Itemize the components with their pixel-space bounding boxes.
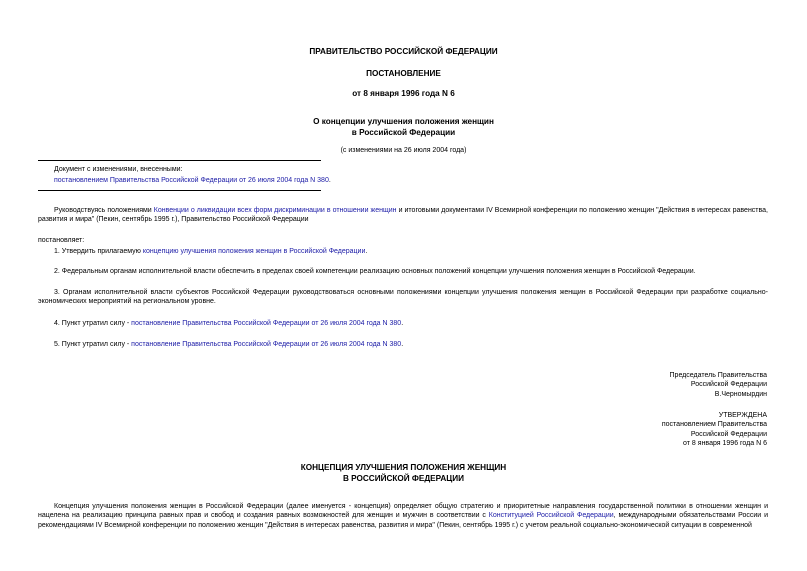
changes-top-rule	[38, 160, 321, 161]
concept-title-line-1: КОНЦЕПЦИЯ УЛУЧШЕНИЯ ПОЛОЖЕНИЯ ЖЕНЩИН	[300, 463, 507, 472]
changes-ref	[54, 176, 331, 185]
item-4-text: 4. Пункт утратил силу -	[54, 320, 132, 327]
approved-line-3: Российской Федерации	[690, 430, 767, 438]
item-4	[38, 319, 768, 328]
item-3: 3. Органам исполнительной власти субъектов Российской Федерации руководствоваться основными положениями концепции улучшения положения женщин в Российской Федерации при разработке социально-экономических мероприятий на региональном уровне.	[38, 289, 768, 306]
resolves-text: постановляет:	[38, 237, 85, 244]
item-1-link[interactable]: концепцию улучшения положения женщин в Российской Федерации	[142, 248, 366, 255]
approved-line-2: постановлением Правительства	[661, 421, 767, 429]
concept-p1-a: Концепция улучшения положения женщин в Российской Федерации (далее именуется - концепция) определяет общую стратегию и приоритетные направления государственной политики в отношении женщин и нацелена на реализацию принципа равных прав и свобод и создания равных возможностей для женщин и мужчин в соответствии с	[38, 503, 768, 520]
constitution-link[interactable]: Конституцией Российской Федерации	[488, 512, 614, 520]
approved-block	[662, 411, 767, 449]
item-1	[38, 247, 768, 256]
date-number-heading: от 8 января 1996 года N 6	[352, 89, 455, 98]
item-4-link[interactable]: постановление Правительства Российской Федерации от 26 июля 2004 года N 380	[131, 320, 402, 327]
convention-link[interactable]: Конвенции о ликвидации всех форм дискриминации в отношении женщин	[153, 207, 397, 214]
government-heading: ПРАВИТЕЛЬСТВО РОССИЙСКОЙ ФЕДЕРАЦИИ	[309, 47, 498, 56]
approved-line-1: УТВЕРЖДЕНА	[718, 412, 767, 419]
preamble-lead: Руководствуясь положениями	[54, 207, 154, 214]
doc-type-heading: ПОСТАНОВЛЕНИЕ	[366, 69, 441, 78]
item-5-text: 5. Пункт утратил силу -	[54, 341, 132, 348]
signature-block	[670, 371, 767, 399]
item-2: 2. Федеральным органам исполнительной власти обеспечить в пределах своей компетенции реализацию основных положений концепции улучшения положения женщин в Российской Федерации.	[54, 268, 696, 275]
concept-title-line-2: В РОССИЙСКОЙ ФЕДЕРАЦИИ	[342, 474, 465, 483]
concept-p1-b: , международными обязательствами России и рекомендациями IV Всемирной конференции по положению женщин "Действия в интересах равенства, развития и мира" (Пекин, сентябрь 1995 г.) с учетом реальной социально-экономической ситуации в современной	[38, 512, 768, 529]
item-4-tail: .	[401, 320, 404, 327]
preamble-rest: и итоговыми документами IV Всемирной конференции по положению женщин "Действия в интересах равенства, развития и мира" (Пекин, сентябрь 1995 г.), Правительство Российской Федерации	[38, 207, 768, 224]
title-line-1: О концепции улучшения положения женщин	[313, 117, 494, 126]
item-5	[38, 340, 768, 349]
changes-tail: .	[328, 177, 331, 184]
item-1-text: 1. Утвердить прилагаемую	[54, 248, 143, 255]
signature-line-3: В.Черномырдин	[714, 390, 767, 398]
signature-line-1: Председатель Правительства	[669, 372, 767, 379]
item-1-tail: .	[365, 248, 368, 255]
amended-note: (с изменениями на 26 июля 2004 года)	[340, 147, 467, 154]
changes-bottom-rule	[38, 190, 321, 191]
item-5-tail: .	[401, 341, 404, 348]
changes-link[interactable]: постановлением Правительства Российской Федерации от 26 июля 2004 года N 380	[54, 177, 329, 184]
preamble-paragraph	[38, 206, 768, 225]
item-5-link[interactable]: постановление Правительства Российской Федерации от 26 июля 2004 года N 380	[131, 341, 402, 348]
changes-label: Документ с изменениями, внесенными:	[54, 166, 183, 173]
title-line-2: в Российской Федерации	[351, 128, 456, 137]
signature-line-2: Российской Федерации	[690, 381, 767, 389]
concept-paragraph-1	[38, 502, 768, 530]
approved-line-4: от 8 января 1996 года N 6	[683, 440, 767, 448]
